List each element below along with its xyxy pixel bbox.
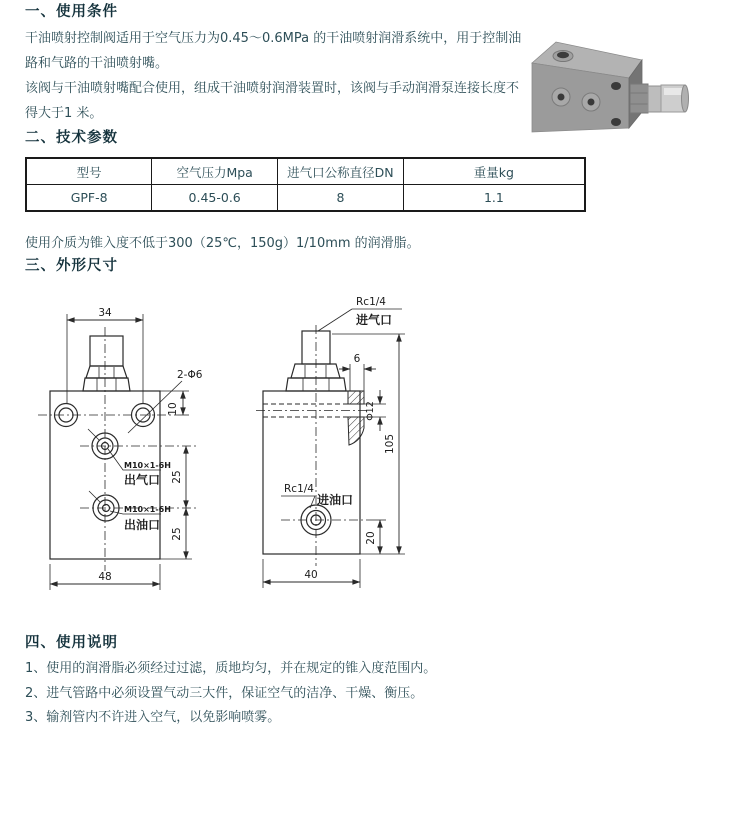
header-weight: 重量kg	[403, 158, 585, 185]
thread-air-in-label: Rc1/4	[356, 296, 386, 308]
port-air-in-label: 进气口	[356, 313, 393, 327]
thread-air-out-label: M10×1-6H	[124, 461, 171, 470]
cell-weight: 1.1	[403, 185, 585, 212]
usage-conditions-text	[25, 26, 531, 126]
usage-paragraph-1: 干油喷射控制阀适用于空气压力为0.45～0.6MPa 的干油喷射润滑系统中，用于控制油路和气路的干油喷射嘴。	[25, 31, 522, 71]
dim-25a-label: 25	[171, 470, 183, 484]
port-oil-out-label: 出油口	[124, 518, 161, 532]
cell-model: GPF-8	[26, 185, 152, 212]
dim-34-label: 34	[98, 307, 112, 319]
dim-20-label: 20	[365, 531, 377, 545]
section-1-heading: 一、使用条件	[25, 4, 118, 20]
dim-48-label: 48	[98, 571, 112, 583]
dim-25b-label: 25	[171, 527, 183, 541]
usage-instructions-list	[25, 657, 736, 731]
instruction-item-1: 1、使用的润滑脂必须经过过滤，质地均匀，并在规定的锥入度范围内。	[25, 661, 437, 676]
dimension-drawings	[20, 281, 440, 631]
cell-inlet-diameter: 8	[278, 185, 404, 212]
thread-oil-out-label: M10×1-6H	[124, 505, 171, 514]
section-4-heading: 四、使用说明	[25, 635, 118, 651]
product-photo	[527, 38, 695, 138]
dim-105-label: 105	[384, 433, 396, 455]
usage-paragraph-2: 该阀与干油喷射嘴配合使用，组成干油喷射润滑装置时，该阀与手动润滑泵连接长度不得大于1 米。	[25, 81, 520, 121]
tech-params-table	[25, 157, 586, 212]
header-inlet-diameter: 进气口公称直径DN	[278, 158, 404, 185]
medium-note: 使用介质为锥入度不低于300（25℃，150g）1/10mm 的润滑脂。	[25, 236, 420, 251]
dim-40-label: 40	[304, 569, 318, 581]
dim-6-label: 6	[353, 353, 361, 365]
section-2-heading: 二、技术参数	[25, 130, 118, 146]
thread-oil-in-label: Rc1/4	[284, 483, 314, 495]
side-view-body-outline	[263, 391, 360, 554]
header-air-pressure: 空气压力Mpa	[152, 158, 278, 185]
side-view-drawing	[256, 296, 405, 588]
port-air-out-label: 出气口	[124, 473, 161, 487]
instruction-item-2: 2、进气管路中必须设置气动三大件，保证空气的洁净、干燥、衡压。	[25, 685, 424, 701]
front-view-drawing	[38, 307, 203, 590]
valve-block-photo	[532, 42, 689, 132]
cell-air-pressure: 0.45-0.6	[152, 185, 278, 212]
hole-callout-label: 2-Φ6	[177, 369, 203, 381]
table-header-row	[26, 158, 585, 185]
dim-10-label: 10	[167, 402, 179, 416]
dim-d12-label: Φ12	[365, 401, 376, 421]
instruction-item-3: 3、输剂管内不许进入空气，以免影响喷雾。	[25, 710, 281, 725]
header-model: 型号	[26, 158, 152, 185]
section-3-heading: 三、外形尺寸	[25, 258, 118, 274]
port-oil-in-label: 进油口	[317, 493, 354, 507]
table-row	[26, 185, 585, 212]
